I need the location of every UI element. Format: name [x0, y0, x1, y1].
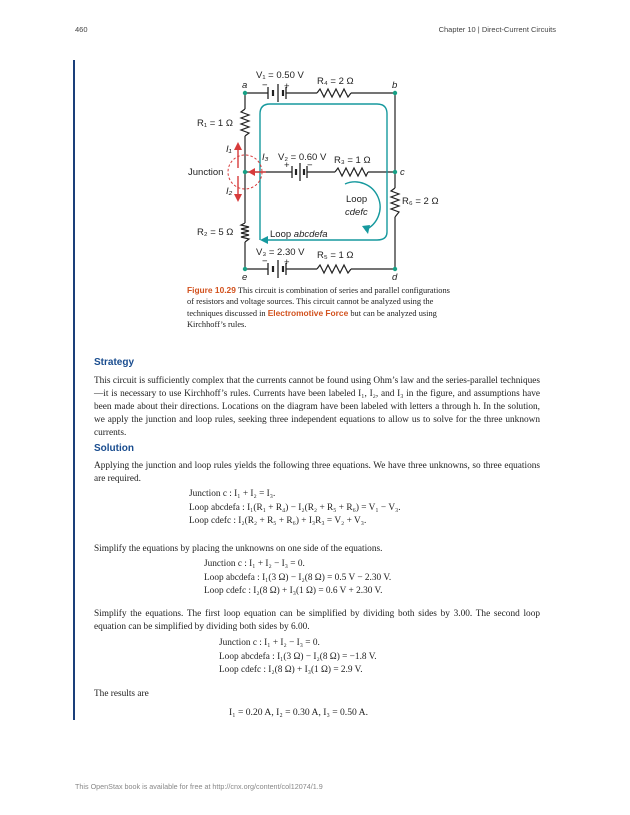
equation-junction-c: Junction c : I₁ + I₂ − I₃ = 0.	[219, 638, 320, 648]
v2-label: V₂ = 0.60 V	[278, 152, 327, 163]
equation-loop-abcdefa: Loop abcdefa : I₁(3 Ω) − I₂(8 Ω) = 0.5 V − 2.30 V.	[204, 572, 392, 583]
resistor-r3	[335, 168, 368, 176]
loop-cdefc-path	[345, 182, 380, 230]
loop-abcdefa-label-1: Loop	[270, 229, 294, 240]
caption-text-2: but can be analyzed using Kirchhoff’s rules.	[187, 308, 437, 330]
equation-loop-abcdefa: Loop abcdefa : I₁(3 Ω) − I₂(8 Ω) = −1.8 V.	[219, 651, 377, 662]
r4-label: R₄ = 2 Ω	[317, 76, 354, 87]
v3-label: V₃ = 2.30 V	[256, 247, 305, 258]
equation-block-2	[204, 558, 391, 599]
v2-plus-sign: +	[284, 160, 290, 171]
loop-cdefc-arrow	[362, 225, 370, 234]
loop-cdefc-label-1: Loop	[346, 194, 368, 205]
equation-loop-cdefc: Loop cdefc : I₂(8 Ω) + I₃(1 Ω) = 0.6 V + 2.30 V.	[204, 586, 383, 596]
page-footer: This OpenStax book is available for free at http://cnx.org/content/col12074/1.9	[75, 782, 323, 791]
equation-block-3	[219, 637, 377, 678]
loop-abcdefa-label-2: abcdefa	[293, 229, 328, 240]
i1-arrow-head	[234, 142, 242, 150]
node-e-label: e	[242, 272, 248, 282]
resistor-r1	[241, 109, 249, 136]
v2-minus-sign: −	[307, 160, 313, 171]
v1-plus-sign: +	[284, 81, 290, 92]
resistor-r5	[317, 265, 351, 273]
solution-paragraph-4: The results are	[94, 689, 149, 699]
circuit-nodes	[243, 91, 397, 271]
page-number: 460	[75, 25, 88, 34]
equation-loop-cdefc: Loop cdefc : I₂(8 Ω) + I₃(1 Ω) = 2.9 V.	[219, 665, 363, 675]
chapter-title: Chapter 10 | Direct-Current Circuits	[438, 25, 556, 34]
r2-label: R₂ = 5 Ω	[197, 227, 234, 238]
v3-plus-sign: +	[284, 257, 290, 268]
strategy-heading: Strategy	[94, 357, 135, 368]
results-equation: I₁ = 0.20 A, I₂ = 0.30 A, I₃ = 0.50 A.	[229, 707, 368, 718]
i3-label: I₃	[262, 152, 269, 163]
equation-junction-c: Junction c : I₁ + I₂ = I₃.	[189, 489, 276, 499]
r3-label: R₃ = 1 Ω	[334, 155, 371, 166]
node-d-label: d	[392, 272, 398, 282]
circuit-diagram	[180, 62, 450, 282]
resistor-r6	[391, 188, 399, 217]
equation-junction-c: Junction c : I₁ + I₂ − I₃ = 0.	[204, 559, 305, 569]
node-c-label: c	[400, 167, 405, 178]
left-margin-bar	[73, 60, 75, 720]
battery-v2	[292, 163, 307, 181]
solution-paragraph-2: Simplify the equations by placing the unknowns on one side of the equations.	[94, 544, 383, 554]
i2-label: I₂	[226, 186, 233, 197]
loop-abcdefa-label	[270, 229, 328, 240]
equation-block-1	[189, 488, 401, 529]
figure-label: Figure 10.29	[187, 285, 236, 295]
solution-heading: Solution	[94, 443, 134, 454]
r1-label: R₁ = 1 Ω	[197, 118, 233, 129]
loop-abcdefa-arrow	[260, 236, 268, 244]
v3-minus-sign: −	[262, 256, 268, 267]
equation-loop-cdefc: Loop cdefc : I₂(R₂ + R₅ + R₆) + I₃R₃ = V₂ + V₃.	[189, 516, 367, 526]
node-b-label: b	[392, 80, 398, 91]
loop-cdefc-label-2: cdefc	[345, 207, 368, 218]
v1-label: V₁ = 0.50 V	[256, 70, 304, 81]
node-a-label: a	[242, 80, 248, 91]
r6-label: R₆ = 2 Ω	[402, 196, 439, 207]
i3-arrow-head	[248, 168, 255, 176]
resistor-r4	[317, 89, 351, 97]
resistor-r2	[241, 223, 249, 242]
i1-label: I₁	[226, 144, 232, 155]
figure-caption	[187, 285, 452, 331]
v1-minus-sign: −	[262, 80, 268, 91]
r5-label: R₅ = 1 Ω	[317, 250, 354, 261]
equation-loop-abcdefa: Loop abcdefa : I₁(R₁ + R₄) − I₂(R₂ + R₅ + R₆) = V₁ − V₃.	[189, 502, 401, 513]
junction-label: Junction	[188, 167, 224, 178]
electromotive-force-link[interactable]: Electromotive Force	[267, 307, 349, 318]
i2-arrow-head	[234, 194, 242, 202]
solution-paragraph-3: Simplify the equations. The first loop equation can be simplified by dividing both sides by 3.00. The second loop equation can be simplified by dividing both sides by 6.00.	[94, 609, 540, 632]
solution-paragraph-1: Applying the junction and loop rules yields the following three equations. We have three unknowns, so three equations are required.	[94, 461, 540, 484]
caption-text-1: This circuit is combination of series and parallel configurations of resistors and voltage sources. This circuit cannot be analyzed using the techniques discussed in	[187, 286, 450, 318]
strategy-paragraph: This circuit is sufficiently complex that the currents cannot be found using Ohm’s law and the series-parallel techniques—it is necessary to use Kirchhoff’s rules. Currents have been labeled I₁, I₂, and I₃ in the figure, and assumptions have been made about their directions. Locations on the diagram have been labeled with letters a through h. In the solution, we apply the junction and loop rules, seeking three independent equations to allow us to solve for the three unknown currents.	[94, 376, 540, 438]
